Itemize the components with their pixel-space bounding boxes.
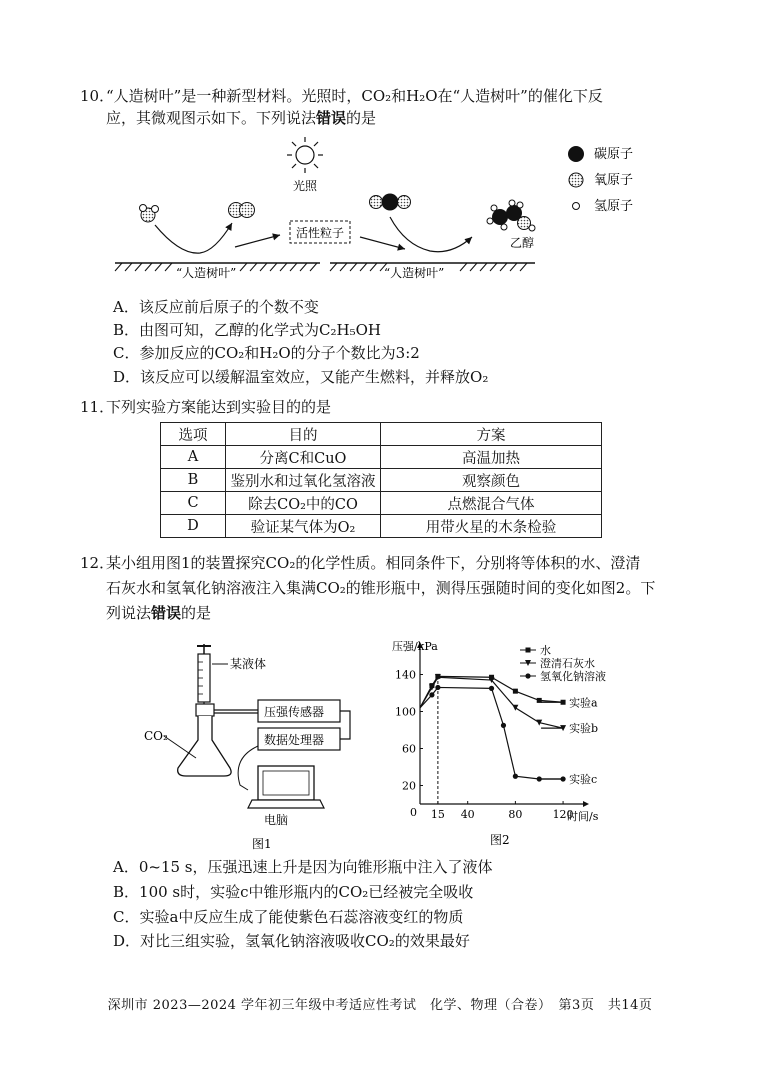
table-cell: 高温加热 [381,446,602,469]
q10-text-line2 [106,107,376,129]
water-molecule [140,205,159,223]
table-cell: 观察颜色 [381,469,602,492]
q10-option-b: B．由图可知，乙醇的化学式为C₂H₅OH [113,321,381,339]
q12-option-d: D．对比三组实验，氢氧化钠溶液吸收CO₂的效果最好 [113,932,470,950]
x-tick-label: 80 [508,808,523,821]
data-point-circle [435,685,440,690]
data-point-circle [537,776,542,781]
active-label: 活性粒子 [296,226,345,240]
q11-number: 11． [80,398,115,416]
conical-flask-icon [178,704,231,776]
q12-text-line3 [106,602,211,624]
fig2-caption: 图2 [490,833,510,847]
legend-item [520,669,606,683]
data-point-square [537,698,542,703]
x-tick-label: 120 [552,808,574,821]
y-tick-label: 20 [402,779,416,793]
table-cell: 用带火星的木条检验 [381,515,602,538]
legend-oxygen: 氧原子 [594,173,634,188]
header-plan: 方案 [381,423,602,446]
ethanol-molecule [487,200,535,231]
fig2-pressure-chart [390,638,630,850]
q12-emphasis: 错误 [151,604,182,622]
computer-icon [248,766,324,808]
leaf-label-left: “人造树叶” [176,266,237,280]
table-header-row [161,423,602,446]
table-cell: D [161,515,226,538]
y-tick-label: 100 [395,705,416,719]
q12-line3-before: 列说法 [106,604,152,622]
atom-legend [568,146,633,214]
q10-reaction-diagram [100,135,660,285]
fig1-caption: 图1 [252,837,272,850]
data-point-triangle [512,705,518,711]
q12-text-line1: 某小组用图1的装置探究CO₂的化学性质。相同条件下，分别将等体积的水、澄清 [106,554,641,572]
syringe-icon [197,644,211,712]
q10-line2-after: 的是 [346,109,377,127]
fig1-apparatus [140,640,370,850]
table-cell: A [161,446,226,469]
table-cell: 验证某气体为O₂ [226,515,381,538]
table-cell: 点燃混合气体 [381,492,602,515]
table-row [161,515,602,538]
q10-option-a: A．该反应前后原子的个数不变 [113,298,319,316]
legend-hydrogen: 氢原子 [594,199,634,214]
origin-label: 0 [410,806,417,819]
oxygen-atom-icon [569,173,583,187]
legend-item [520,656,595,670]
carbon-atom-icon [568,146,584,162]
header-option: 选项 [161,423,226,446]
x-axis-arrow [583,801,589,807]
table-cell: 除去CO₂中的CO [226,492,381,515]
hydrogen-atom-icon [573,203,580,210]
co2-label: CO₂ [144,729,168,743]
table-row [161,469,602,492]
sun-icon [287,137,323,173]
table-row [161,492,602,515]
liquid-label: 某液体 [230,657,267,671]
legend-label: 水 [540,644,551,657]
data-point-circle [513,774,518,779]
page-footer: 深圳市 2023—2024 学年初三年级中考适应性考试 化学、物理（合卷） 第3页 共14页 [107,998,653,1013]
legend-carbon: 碳原子 [594,147,634,162]
light-label: 光照 [293,179,318,193]
ethanol-label: 乙醇 [510,236,535,250]
q12-line3-after: 的是 [181,604,212,622]
table-cell: 分离C和CuO [226,446,381,469]
series-end-label: 实验c [569,773,598,787]
y-axis-label: 压强/kPa [392,640,438,653]
data-point-circle [489,686,494,691]
y-tick-label: 140 [395,668,416,682]
q10-option-d: D．该反应可以缓解温室效应，又能产生燃料，并释放O₂ [113,368,489,386]
q12-number: 12． [80,554,115,572]
table-row [161,446,602,469]
x-tick-label: 15 [430,808,445,821]
data-point-circle [429,692,434,697]
q12-option-c: C．实验a中反应生成了能使紫色石蕊溶液变红的物质 [113,908,464,926]
q10-number: 10． [80,87,115,105]
data-point-circle [501,723,506,728]
data-point-square [513,689,518,694]
table-cell: B [161,469,226,492]
x-axis-label: 时间/s [567,810,599,823]
q12-option-b: B．100 s时，实验c中锥形瓶内的CO₂已经被完全吸收 [113,883,474,901]
co2-molecule [370,194,411,211]
q11-table [160,422,602,538]
q12-text-line2: 石灰水和氢氧化钠溶液注入集满CO₂的锥形瓶中，测得压强随时间的变化如图2。下 [106,579,656,597]
table-cell: 鉴别水和过氧化氢溶液 [226,469,381,492]
series-end-label: 实验a [569,696,598,710]
sensor-label: 压强传感器 [264,705,325,719]
q11-text: 下列实验方案能达到实验目的的是 [106,398,332,416]
series-end-label: 实验b [569,722,599,736]
data-point-square [526,648,531,653]
q10-option-c: C．参加反应的CO₂和H₂O的分子个数比为3:2 [113,344,420,362]
header-purpose: 目的 [226,423,381,446]
x-tick-label: 40 [460,808,475,821]
computer-label: 电脑 [264,813,289,827]
table-cell: C [161,492,226,515]
data-point-circle [525,673,530,678]
oxygen-molecule [229,203,255,218]
legend-item [520,643,551,657]
q10-emphasis: 错误 [316,109,347,127]
q10-text-line1: “人造树叶”是一种新型材料。光照时，CO₂和H₂O在“人造树叶”的催化下反 [106,87,603,105]
legend-label: 氢氧化钠溶液 [540,670,606,683]
q10-line2-before: 应，其微观图示如下。下列说法 [106,109,317,127]
legend-label: 澄清石灰水 [540,657,595,670]
processor-label: 数据处理器 [264,733,325,747]
leaf-label-right: “人造树叶” [384,266,445,280]
q12-option-a: A．0~15 s，压强迅速上升是因为向锥形瓶中注入了液体 [113,858,493,876]
y-tick-label: 60 [402,742,416,756]
